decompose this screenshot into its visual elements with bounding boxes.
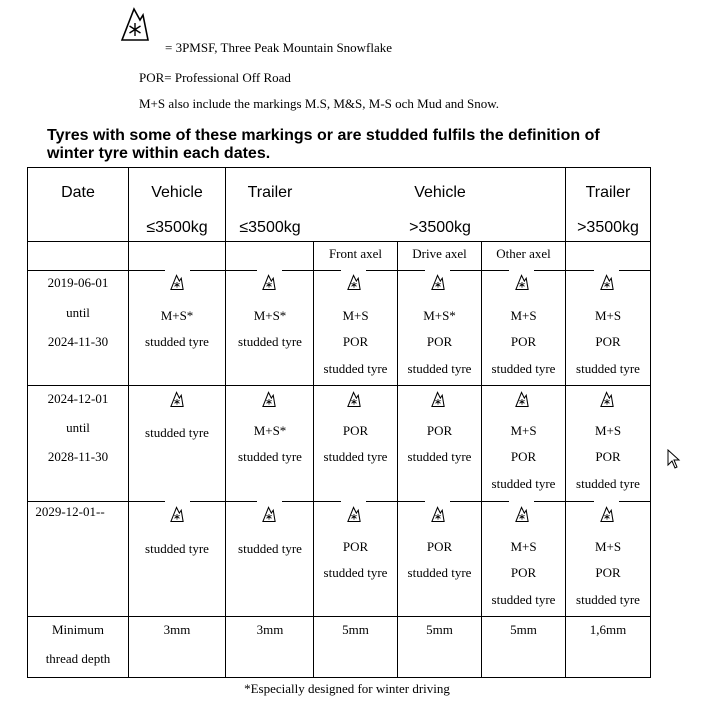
period2-to: 2028-11-30 (47, 449, 109, 464)
3pmsf-icon (430, 505, 446, 523)
cell-text: studded tyre (323, 565, 388, 580)
cell-text: M+S* (423, 308, 456, 323)
cell-text: POR (595, 334, 621, 349)
min-depth-value: 5mm (342, 622, 369, 637)
cell-text: POR (342, 539, 369, 554)
header-vehicle-light: Vehicle (151, 184, 203, 201)
cell-text: M+S* (160, 308, 194, 323)
3pmsf-icon (599, 505, 615, 523)
header-vehicle-heavy-weight: >3500kg (409, 219, 471, 236)
min-depth-label: thread depth (45, 651, 111, 666)
cell-text: POR (426, 539, 453, 554)
cell-text: POR (595, 449, 621, 464)
3pmsf-icon (261, 273, 277, 291)
cell-text: studded tyre (407, 361, 472, 376)
cell-text: studded tyre (491, 361, 556, 376)
3pmsf-icon (346, 505, 362, 523)
cell-text: M+S (594, 308, 622, 323)
period2-until: until (66, 420, 90, 435)
3pmsf-icon (261, 505, 277, 523)
min-depth-value: 1,6mm (589, 622, 627, 637)
min-depth-value: 3mm (256, 622, 284, 637)
3pmsf-icon (599, 273, 615, 291)
3pmsf-icon (346, 273, 362, 291)
cell-text: studded tyre (576, 361, 640, 376)
period1-until: until (66, 305, 90, 320)
3pmsf-icon (430, 273, 446, 291)
cell-text: studded tyre (407, 449, 472, 464)
cell-text: POR (595, 565, 621, 580)
cell-text: POR (426, 423, 453, 438)
header-date: Date (61, 184, 95, 201)
cell-text: POR (426, 334, 453, 349)
cell-text: M+S* (253, 423, 287, 438)
legend-por: POR= Professional Off Road (139, 70, 291, 85)
cell-text: studded tyre (238, 541, 302, 556)
heading: Tyres with some of these markings or are studded fulfils the definition of winter tyre within each dates. (47, 127, 600, 162)
cell-text: M+S (510, 308, 537, 323)
cell-text: POR (510, 449, 537, 464)
3pmsf-icon (169, 273, 185, 291)
cell-text: studded tyre (576, 592, 640, 607)
3pmsf-icon (599, 390, 615, 408)
cell-text: studded tyre (576, 476, 640, 491)
3pmsf-icon (346, 390, 362, 408)
3pmsf-icon (514, 390, 530, 408)
cell-text: M+S (594, 423, 622, 438)
3pmsf-icon (261, 390, 277, 408)
header-vehicle-heavy: Vehicle (414, 184, 466, 201)
cell-text: M+S (594, 539, 622, 554)
cell-text: POR (342, 334, 369, 349)
cell-text: studded tyre (491, 476, 556, 491)
header-trailer-heavy-weight: >3500kg (577, 219, 639, 236)
3pmsf-icon (514, 273, 530, 291)
cell-text: studded tyre (323, 449, 388, 464)
min-depth-label: Minimum (51, 622, 104, 637)
legend-3pmsf: = 3PMSF, Three Peak Mountain Snowflake (165, 40, 393, 55)
cell-text: studded tyre (238, 449, 302, 464)
header-trailer-light-weight: ≤3500kg (239, 219, 301, 236)
cell-text: studded tyre (238, 334, 302, 349)
header-trailer-heavy: Trailer (585, 184, 631, 201)
cell-text: M+S (510, 423, 537, 438)
cell-text: studded tyre (145, 334, 209, 349)
cell-text: M+S (342, 308, 369, 323)
3pmsf-icon (430, 390, 446, 408)
cell-text: POR (510, 334, 537, 349)
cell-text: studded tyre (407, 565, 472, 580)
cell-text: studded tyre (491, 592, 556, 607)
period3-from: 2029-12-01-- (35, 504, 105, 519)
3pmsf-icon (169, 505, 185, 523)
header-other-axel: Other axel (496, 246, 551, 261)
period1-from: 2019-06-01 (47, 275, 109, 290)
cell-text: M+S (510, 539, 537, 554)
footnote: *Especially designed for winter driving (244, 681, 450, 696)
period2-from: 2024-12-01 (47, 391, 109, 406)
min-depth-value: 3mm (163, 622, 191, 637)
cell-text: studded tyre (145, 541, 209, 556)
mouse-cursor-icon (667, 449, 681, 469)
period1-to: 2024-11-30 (47, 334, 109, 349)
cell-text: studded tyre (323, 361, 388, 376)
header-front-axel: Front axel (328, 246, 383, 261)
3pmsf-icon (514, 505, 530, 523)
min-depth-value: 5mm (510, 622, 537, 637)
cell-text: POR (342, 423, 369, 438)
header-trailer-light: Trailer (247, 184, 293, 201)
cell-text: POR (510, 565, 537, 580)
header-vehicle-light-weight: ≤3500kg (146, 219, 208, 236)
cell-text: M+S* (253, 308, 287, 323)
legend-ms: M+S also include the markings M.S, M&S, M-S och Mud and Snow. (139, 96, 500, 111)
cell-text: studded tyre (145, 425, 209, 440)
3pmsf-icon (169, 390, 185, 408)
min-depth-value: 5mm (426, 622, 453, 637)
header-drive-axel: Drive axel (412, 246, 467, 261)
